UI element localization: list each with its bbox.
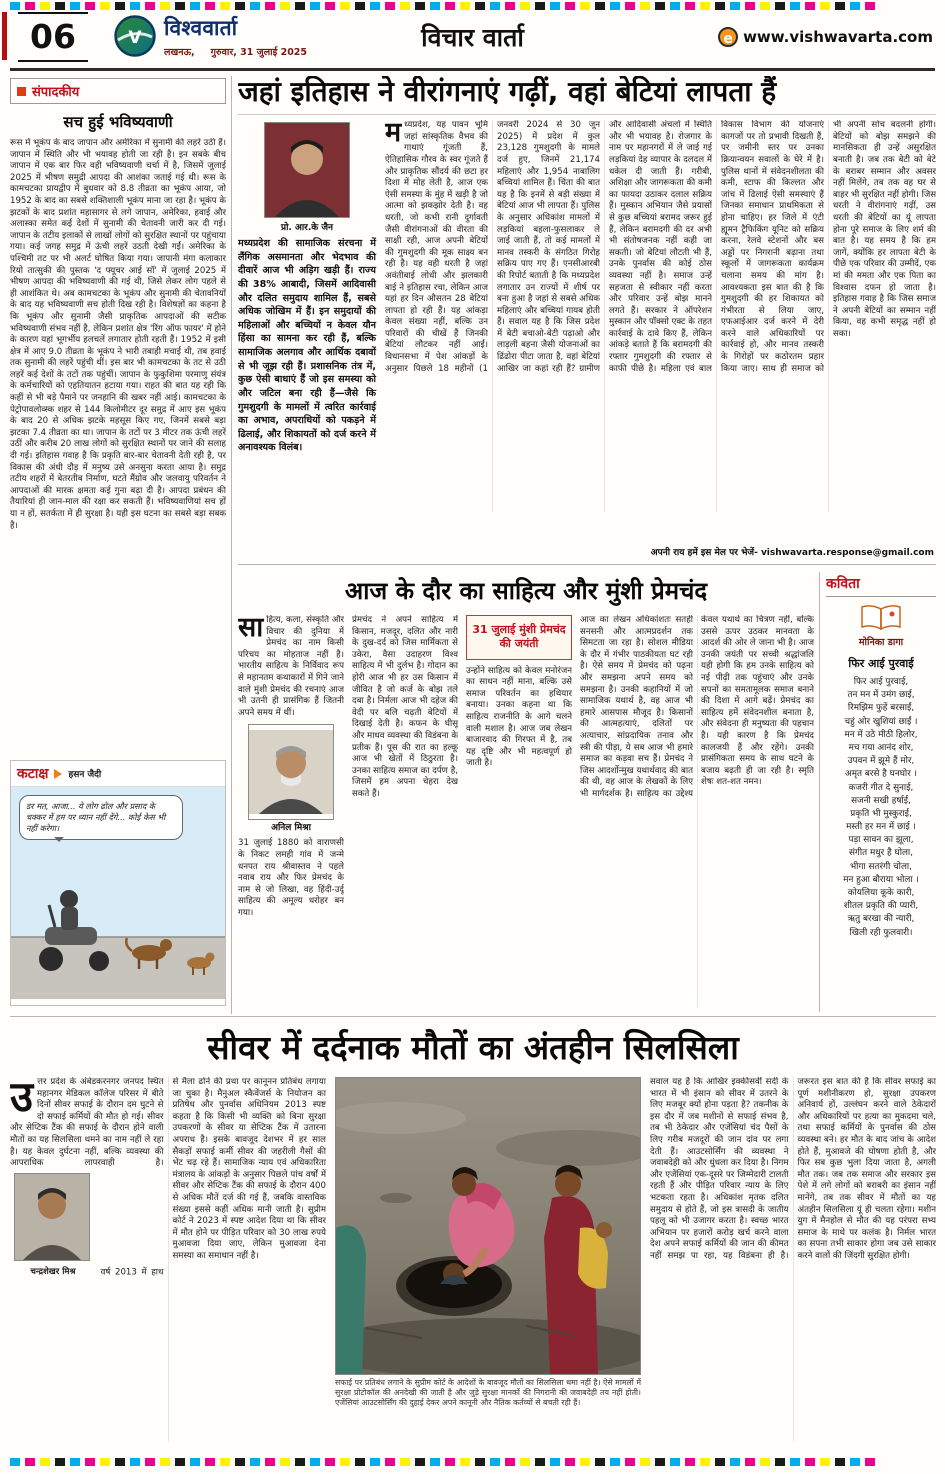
print-registration-bar-top <box>10 2 935 10</box>
poet-name: मोनिका डागा <box>858 637 904 648</box>
literature-col3-text: उन्होंने साहित्य को केवल मनोरंजन का साधन नहीं माना, बल्कि उसे समाज परिवर्तन का हथियार बनाया। उनका कहना था कि साहित्य राजनीति के आगे चलने वाली मशाल है। आज जब लेखन बाजारवाद की गिरफ्त में है, तब यह दृष्टि और भी महत्वपूर्ण हो जाती है। <box>466 665 572 769</box>
ink-patch <box>490 1458 500 1466</box>
ink-patch <box>115 1458 125 1466</box>
ink-patch <box>655 2 665 10</box>
paper-name: विश्ववार्ता <box>164 16 238 40</box>
ink-patch <box>790 2 800 10</box>
literature-headline: आज के दौर का साहित्य और मुंशी प्रेमचंद <box>344 577 708 605</box>
ink-patch <box>670 1458 680 1466</box>
ink-patch <box>400 1458 410 1466</box>
ink-patch <box>505 2 515 10</box>
sewer-headline: सीवर में दर्दनाक मौतों का अंतहीन सिलसिला <box>207 1028 739 1067</box>
literature-article <box>238 572 814 1012</box>
cartoonist-name: हसन जैदी <box>68 770 102 780</box>
ink-patch <box>130 2 140 10</box>
ink-patch <box>685 2 695 10</box>
ink-patch <box>595 2 605 10</box>
ink-patch <box>625 1458 635 1466</box>
poem-line: मच गया आनंद शोर, <box>848 742 914 753</box>
sewer-author-photo <box>14 1173 90 1261</box>
cartoon-speech-bubble: डर मत, आजा... ये लोग ढोल और प्रसाद के चक्कर में हम पर ध्यान नहीं देंगे... कोई केस भी नहीं करेगा। <box>19 795 183 840</box>
ink-patch <box>175 2 185 10</box>
ink-patch <box>865 1458 875 1466</box>
ink-patch <box>430 2 440 10</box>
ink-patch <box>700 2 710 10</box>
ink-patch <box>205 2 215 10</box>
ink-patch <box>460 2 470 10</box>
poem-line: रिमझिम फुहें बरसाईं, <box>847 703 915 714</box>
sewer-author-name: चन्द्रशेखर मिश्र <box>30 1267 76 1278</box>
sewer-dropcap: उ <box>10 1077 34 1121</box>
ink-patch <box>805 1458 815 1466</box>
poem-line: भीगा सतरंगी चोला, <box>850 861 912 872</box>
ink-patch <box>565 1458 575 1466</box>
poem-line: फिर आई पुरवाई, <box>853 677 909 687</box>
ink-patch <box>535 2 545 10</box>
ink-patch <box>25 1458 35 1466</box>
edition-city: लखनऊ, <box>164 47 195 58</box>
editorial-section <box>10 78 226 754</box>
ink-patch <box>820 2 830 10</box>
ink-patch <box>730 2 740 10</box>
ink-patch <box>490 2 500 10</box>
ink-patch <box>355 2 365 10</box>
ink-patch <box>715 2 725 10</box>
ink-patch <box>655 1458 665 1466</box>
ink-patch <box>730 1458 740 1466</box>
ink-patch <box>775 1458 785 1466</box>
editorial-title: सच हुई भविष्यवाणी <box>63 113 173 131</box>
edition-line <box>164 45 307 58</box>
poem-line: सजनी सखी हर्षाई, <box>851 795 911 806</box>
ink-patch <box>580 2 590 10</box>
ink-patch <box>355 1458 365 1466</box>
ink-patch <box>820 1458 830 1466</box>
lead-intro-text: मध्यप्रदेश की सामाजिक संरचना में लैंगिक असमानता और भेदभाव की दीवारें आज भी अड़िग खड़ी हैं। राज्य की 38% आबादी, जिसमें आदिवासी और दलित समुदाय शामिल हैं, सबसे अधिक जोखिम में हैं। इन समुदायों की महिलाओं और बच्चियों न केवल यौन हिंसा का सामना कर रही हैं, बल्कि सामाजिक अलगाव और आर्थिक दबावों से भी जूझ रही हैं। प्रशासनिक तंत्र में, कुछ ऐसी बाधाएं हैं जो इस समस्या को और जटिल बना रही हैं—जैसे कि गुमशुदगी के मामलों में त्वरित कार्रवाई का अभाव, अपराधियों को पकड़ने में ढिलाई, और शिकायतों को दर्ज करने में अनावश्यक विलंब। <box>238 238 376 454</box>
ink-patch <box>565 2 575 10</box>
literature-col1-top: हित्य, कला, संस्कृति और विचार की दुनिया में प्रेमचंद का नाम किसी परिचय का मोहताज नहीं है। भारतीय साहित्य के निर्विवाद रूप से महानतम कथाकारों में गिने जाने वाले मुंशी प्रेमचंद की रचनाएं आज भी उतनी ही प्रासंगिक हैं जितनी अपने समय में थीं। <box>238 615 344 718</box>
cartoon-section-label: कटाक्ष <box>17 766 49 782</box>
ink-patch <box>235 2 245 10</box>
sewer-article <box>10 1022 936 1452</box>
ink-patch <box>85 2 95 10</box>
literature-col2: प्रेमचंद ने अपने साहित्य में किसान, मजदूर, दलित और नारी के दुख-दर्द को जिस मार्मिकता से उकेरा, वैसा उदाहरण विश्व साहित्य में भी दुर्लभ है। गोदान का होरी आज भी हर उस किसान में जीवित है जो कर्ज के बोझ तले दबा है। निर्मला आज भी दहेज की वेदी पर बलि चढ़ती बेटियों में दिखाई देती है। कफन के घीसू और माधव व्यवस्था की विडंबना के प्रतीक हैं। पूस की रात का हल्कू आज भी खेतों में ठिठुरता है। उनका साहित्य समाज का दर्पण है, जिसमें हम अपना चेहरा देख सकते हैं। <box>352 615 458 799</box>
ink-patch <box>310 1458 320 1466</box>
cartoon-header <box>11 761 225 787</box>
ink-patch <box>745 1458 755 1466</box>
literature-author-figure <box>247 724 335 834</box>
literature-body <box>238 615 814 1007</box>
svg-text:V: V <box>128 28 142 48</box>
poem-line: तन मन में उमंग छाई, <box>847 690 915 701</box>
literature-author-photo <box>248 724 334 820</box>
masthead <box>10 12 935 64</box>
ink-patch <box>475 1458 485 1466</box>
sewer-body <box>10 1077 936 1441</box>
ink-patch <box>325 2 335 10</box>
poem-line: मन में उठे मीठी हिलोर, <box>844 729 918 740</box>
literature-col3 <box>466 615 572 1007</box>
section-bullet-icon <box>17 87 26 96</box>
ink-patch <box>790 1458 800 1466</box>
divider-horizontal-bottom <box>10 1016 936 1017</box>
lead-dropcap: म <box>385 120 402 149</box>
ink-patch <box>160 2 170 10</box>
editorial-section-label: संपादकीय <box>32 85 80 100</box>
ink-patch <box>445 1458 455 1466</box>
ink-patch <box>310 2 320 10</box>
sewer-left-text-1: त्तर प्रदेश के अंबेडकरनगर जनपद स्थित महानगर मेडिकल कॉलेज परिसर में बीते दिनों सीवर सफाई के दौरान दम घुटने से दो सफाई कर्मियों की मौत हो गई। सीवर और सेप्टिक टैंक की सफाई के दौरान होने वाली मौतों का यह सिलसिला थमने का नाम नहीं ले रहा है। यह केवल दुर्घटना नहीं, बल्कि व्यवस्था की आपराधिक लापरवाही है। <box>10 1077 164 1169</box>
cartoon-canvas <box>11 787 225 999</box>
poem-section-label: कविता <box>826 574 936 597</box>
ink-patch <box>190 1458 200 1466</box>
lead-author-photo <box>264 122 350 218</box>
lead-author-name: प्रो. आर.के जैन <box>280 223 334 234</box>
lead-body-text: ध्यप्रदेश, यह पावन भूमि जहां सांस्कृतिक वैभव की गाथाएं गूंजती हैं, ऐतिहासिक गौरव के स्वर गूंजते हैं और प्राकृतिक सौंदर्य की छटा हर दिशा में मोह लेती है, आज एक ऐसी समस्या के मुंह में खड़ी है जो आत्मा को झकझोर देती है। वह धरती, जो कभी रानी दुर्गावती जैसी वीरांगनाओं की वीरता की साक्षी रही, आज अपनी बेटियों की गुमशुदगी की मूक साक्ष्य बन रही है। यह वही धरती है जहां अवंतीबाई लोधी और झलकारी बाई ने इतिहास रचा, लेकिन आज यहां हर दिन औसतन 28 बेटियां लापता हो रही हैं। यह आंकड़ा केवल संख्या नहीं, बल्कि उन परिवारों की चीखें हैं जिनकी बेटियां लौटकर नहीं आईं। विधानसभा में पेश आंकड़ों के अनुसार पिछले 18 महीनों (1 जनवरी 2024 से 30 जून 2025) में प्रदेश में कुल 23,128 गुमशुदगी के मामले दर्ज हुए, जिनमें 21,174 महिलाएं और 1,954 नाबालिग बच्चियां शामिल हैं। चिंता की बात यह है कि इनमें से बड़ी संख्या में बेटियां आज भी लापता हैं। पुलिस के अनुसार अधिकांश मामलों में लड़कियां बहला-फुसलाकर ले जाई जाती हैं, तो कई मामलों में मानव तस्करी के संगठित गिरोह सक्रिय पाए गए हैं। एनसीआरबी की रिपोर्ट बताती है कि मध्यप्रदेश लगातार उन राज्यों में शीर्ष पर बना हुआ है जहां से सबसे अधिक महिलाएं और बच्चियां गायब होती हैं। सवाल यह है कि जिस प्रदेश में बेटी बचाओ-बेटी पढ़ाओ और लाड़ली बहना जैसी योजनाओं का ढिंढोरा पीटा जाता है, वहां बेटियां आखिर जा कहां रही हैं? ग्रामीण और आदिवासी अंचलों में स्थिति और भी भयावह है। रोजगार के नाम पर महानगरों में ले जाई गई लड़कियां देह व्यापार के दलदल में धकेल दी जाती हैं। गरीबी, अशिक्षा और जागरूकता की कमी का फायदा उठाकर दलाल सक्रिय हैं। मुस्कान अभियान जैसे प्रयासों से कुछ बच्चियां बरामद जरूर हुई हैं, लेकिन बरामदगी की दर अभी भी संतोषजनक नहीं कही जा सकती। जो बेटियां लौटती भी हैं, उनके पुनर्वास की कोई ठोस व्यवस्था नहीं है। समाज उन्हें सहजता से स्वीकार नहीं करता और परिवार उन्हें बोझ मानने लगते हैं। सरकार ने ऑपरेशन मुस्कान और पॉक्सो एक्ट के तहत कार्रवाई के दावे किए हैं, लेकिन आंकड़े बताते हैं कि बरामदगी की रफ्तार गुमशुदगी की रफ्तार से काफी पीछे है। महिला एवं बाल विकास विभाग की योजनाएं कागजों पर तो प्रभावी दिखती हैं, पर जमीनी स्तर पर उनका क्रियान्वयन सवालों के घेरे में है। पुलिस थानों में संवेदनशीलता की कमी, स्टाफ की किल्लत और जांच में ढिलाई ऐसी समस्याएं हैं जिनका समाधान प्राथमिकता से होना चाहिए। हर जिले में एंटी ह्यूमन ट्रैफिकिंग यूनिट को सक्रिय करना, रेलवे स्टेशनों और बस अड्डों पर निगरानी बढ़ाना तथा स्कूलों में जागरूकता कार्यक्रम चलाना समय की मांग है। आवश्यकता इस बात की है कि गुमशुदगी की हर शिकायत को गंभीरता से लिया जाए, एफआईआर दर्ज करने में देरी करने वाले अधिकारियों पर कार्रवाई हो, और मानव तस्करी के गिरोहों पर कठोरतम प्रहार किया जाए। साथ ही समाज को भी अपनी सोच बदलनी होगी। बेटियों को बोझ समझने की मानसिकता ही उन्हें असुरक्षित बनाती है। जब तक बेटी को बेटे के बराबर सम्मान और अवसर नहीं मिलेंगे, तब तक वह घर से बाहर भी सुरक्षित नहीं होगी। जिस धरती ने वीरांगनाएं गढ़ीं, उस धरती की बेटियों का यूं लापता होना पूरे समाज के लिए शर्म की बात है। यह समय है कि हम जागें, क्योंकि हर लापता बेटी के पीछे एक परिवार की उम्मीदें, एक मां की ममता और एक पिता का विश्वास दफन हो जाता है। इतिहास गवाह है कि जिस समाज ने अपनी बेटियों का सम्मान नहीं किया, वह कभी समृद्ध नहीं हो सका। <box>385 120 936 374</box>
poem-line: कोयलिया कूके कारी, <box>847 888 915 898</box>
edition-date: गुरुवार, 31 जुलाई 2025 <box>210 47 308 58</box>
poem-line: उपवन में झूमे हैं मोर, <box>847 756 915 767</box>
ink-patch <box>205 1458 215 1466</box>
ink-patch <box>670 2 680 10</box>
literature-col4-5: आज का लेखन अधिकांशतः सतही सनसनी और आत्मप्रदर्शन तक सिमटता जा रहा है। सोशल मीडिया के दौर में गंभीर पाठकीयता घट रही है। ऐसे समय में प्रेमचंद को पढ़ना और समझना अपने समय को समझना है। उनकी कहानियों में जो सामाजिक यथार्थ है, वह आज भी हमारे आसपास मौजूद है। किसानों की आत्महत्याएं, दलितों पर अत्याचार, सांप्रदायिक तनाव और स्त्री की पीड़ा, ये सब आज भी हमारे समाज का कड़वा सच हैं। प्रेमचंद ने जिस आदर्शोन्मुख यथार्थवाद की बात की थी, वह आज के लेखकों के लिए भी मार्गदर्शक है। साहित्य का उद्देश्य केवल यथार्थ का चित्रण नहीं, बल्कि उससे ऊपर उठकर मानवता के आदर्श की ओर ले जाना भी है। आज उनकी जयंती पर सच्ची श्रद्धांजलि यही होगी कि हम उनके साहित्य को नई पीढ़ी तक पहुंचाएं और उनके सपनों का समतामूलक समाज बनाने की दिशा में आगे बढ़ें। प्रेमचंद का साहित्य हमें संवेदनशील बनाता है, और संवेदना ही मनुष्यता की पहचान है। यही कारण है कि प्रेमचंद कालजयी हैं और रहेंगे। उनकी प्रासंगिकता समय के साथ घटने के बजाय बढ़ती ही जा रही है। स्मृति शेषः शत-शत नमन। <box>580 615 814 799</box>
sewer-left-text-2: वर्ष 2013 में हाथ से मैला ढोने की प्रथा पर कानूनन प्रतिबंध लगाया जा चुका है। मैनुअल स्कैवेंजर्स के नियोजन का प्रतिषेध और पुनर्वास अधिनियम 2013 स्पष्ट कहता है कि किसी भी व्यक्ति को बिना सुरक्षा उपकरणों के सीवर या सेप्टिक टैंक में उतारना अपराध है। इसके बावजूद देशभर में हर साल सैकड़ों सफाई कर्मी सीवर की जहरीली गैसों की भेंट चढ़ रहे हैं। सामाजिक न्याय एवं अधिकारिता मंत्रालय के आंकड़ों के अनुसार पिछले पांच वर्षों में सीवर और सेप्टिक टैंक की सफाई के दौरान 400 से अधिक मौतें दर्ज की गई हैं, जबकि वास्तविक संख्या इससे कहीं अधिक मानी जाती है। सुप्रीम कोर्ट ने 2023 में स्पष्ट आदेश दिया था कि सीवर में मौत होने पर पीड़ित परिवार को 30 लाख रुपये मुआवजा दिया जाए, लेकिन मुआवजा देना समस्या का समाधान नहीं है। <box>100 1077 326 1278</box>
ink-patch <box>535 1458 545 1466</box>
lead-article <box>238 76 936 560</box>
page-number: 06 <box>18 12 88 62</box>
ink-patch <box>520 2 530 10</box>
ink-patch <box>55 2 65 10</box>
lead-author-figure <box>263 122 351 233</box>
ink-patch <box>400 2 410 10</box>
ink-patch <box>25 2 35 10</box>
ink-patch <box>625 2 635 10</box>
ink-patch <box>595 1458 605 1466</box>
literature-col1-bottom: 31 जुलाई 1880 को वाराणसी के निकट लमही गांव में जन्मे धनपत राय श्रीवास्तव ने पहले नवाब राय और फिर प्रेमचंद के नाम से जो लिखा, वह हिंदी-उर्दू साहित्य की अमूल्य धरोहर बन गया। <box>238 838 344 919</box>
ink-patch <box>505 1458 515 1466</box>
ink-patch <box>280 2 290 10</box>
page-title: विचार वार्ता <box>421 23 524 52</box>
ink-patch <box>100 1458 110 1466</box>
ink-patch <box>70 1458 80 1466</box>
poem-section <box>826 574 936 1012</box>
ink-patch <box>55 1458 65 1466</box>
ink-patch <box>610 2 620 10</box>
ink-patch <box>430 1458 440 1466</box>
ink-patch <box>40 2 50 10</box>
cartoon-section <box>10 760 226 1006</box>
ink-patch <box>190 2 200 10</box>
poem-line: अमृत बरसे है घनघोर । <box>845 769 917 780</box>
poem-line: शीतल प्रकृति की प्यारी, <box>843 901 919 912</box>
ink-patch <box>640 2 650 10</box>
ink-patch <box>415 2 425 10</box>
ink-patch <box>160 1458 170 1466</box>
web-e-icon: e <box>718 27 738 47</box>
divider-vertical-left <box>231 76 232 1014</box>
ink-patch <box>370 1458 380 1466</box>
poem-line: खिली रही फुलवारी। <box>849 927 913 938</box>
ink-patch <box>250 1458 260 1466</box>
arrow-icon <box>54 769 62 779</box>
ink-patch <box>325 1458 335 1466</box>
ink-patch <box>85 1458 95 1466</box>
ink-patch <box>475 2 485 10</box>
ink-patch <box>265 2 275 10</box>
ink-patch <box>220 2 230 10</box>
ink-patch <box>850 2 860 10</box>
ink-patch <box>130 1458 140 1466</box>
literature-dropcap: सा <box>238 615 264 643</box>
masthead-rule <box>10 68 935 71</box>
website-block <box>718 27 933 47</box>
sewer-photo-caption: सफाई पर प्रतिबंध लगाने के सुप्रीम कोर्ट के आदेशों के बावजूद मौतों का सिलसिला थमा नहीं है। ऐसे मामलों में सुरक्षा प्रोटोकॉल की अनदेखी की जाती है और जुड़े सुरक्षा मानकों की निगरानी की जवाबदेही तय नहीं होती। एजेंसियां आउटसोर्सिंग की दुहाई देकर अपने कानूनी और नैतिक कर्तव्यों से बचती रही हैं। <box>335 1378 641 1408</box>
ink-patch <box>520 1458 530 1466</box>
ink-patch <box>220 1458 230 1466</box>
ink-patch <box>340 2 350 10</box>
ink-patch <box>100 2 110 10</box>
ink-patch <box>850 1458 860 1466</box>
poem-title: फिर आई पुरवाई <box>848 657 914 670</box>
poem-line: कजरी गीत दे सुनाई, <box>848 782 914 793</box>
ink-patch <box>295 2 305 10</box>
ink-patch <box>835 1458 845 1466</box>
premchand-jayanti-box: 31 जुलाई मुंशी प्रेमचंद की जयंती <box>466 615 572 660</box>
open-book-icon <box>859 603 903 633</box>
editorial-section-header <box>10 78 226 104</box>
ink-patch <box>145 1458 155 1466</box>
ink-patch <box>865 2 875 10</box>
ink-patch <box>805 2 815 10</box>
ink-patch <box>175 1458 185 1466</box>
ink-patch <box>10 1458 20 1466</box>
ink-patch <box>250 2 260 10</box>
ink-patch <box>370 2 380 10</box>
poem-line: चहुं ओर खुशियां छाईं । <box>844 716 918 727</box>
divider-horizontal-mid <box>238 564 936 565</box>
ink-patch <box>145 2 155 10</box>
editorial-body: रूस में भूकंप के बाद जापान और अमेरिका में सुनामी की लहरें उठी हैं। जापान में स्थिति और भी भयावह होती जा रही है। इन सबके बीच जापान में एक बार फिर वही भविष्यवाणी चर्चा में है, जिसमें जुलाई 2025 में भीषण समुद्री आपदा की आशंका जताई गई थी। रूस के कामचटका प्रायद्वीप में बुधवार को 8.8 तीव्रता का भूकंप आया, जो 1952 के बाद का सबसे शक्तिशाली भूकंप माना जा रहा है। भूकंप के झटकों के बाद प्रशांत महासागर से लगे जापान, अमेरिका, हवाई और अलास्का समेत कई देशों में सुनामी की चेतावनी जारी कर दी गई। जापान के तटीय इलाकों से लाखों लोगों को सुरक्षित स्थानों पर पहुंचाया गया। कई जगह समुद्र में ऊंची लहरें उठती देखी गईं। अमेरिका के पश्चिमी तट पर भी अलर्ट घोषित किया गया। जापानी मंगा कलाकार रियो तात्सुकी की पुस्तक 'द फ्यूचर आई सॉ' में जुलाई 2025 में भीषण आपदा की भविष्यवाणी की गई थी, जिसे लेकर लोग पहले से ही आशंकित थे। अब कामचटका के भूकंप और सुनामी की चेतावनियों के बाद यह भविष्यवाणी सच होती दिख रही है। विशेषज्ञों का कहना है कि भूकंप और सुनामी जैसी प्राकृतिक आपदाओं की सटीक भविष्यवाणी संभव नहीं है, लेकिन प्रशांत क्षेत्र 'रिंग ऑफ फायर' में होने के कारण यहां भूगर्भीय हलचलें लगातार होती रहती हैं। 1952 में इसी क्षेत्र में आए 9.0 तीव्रता के भूकंप ने भारी तबाही मचाई थी, तब हवाई तक सुनामी की लहरें पहुंची थीं। इस बार भी कामचटका के तट से उठी लहरें कई देशों के तटों तक पहुंचीं। जापान के फुकुशिमा परमाणु संयंत्र के कर्मचारियों को एहतियातन हटाया गया। राहत की बात यह रही कि कहीं से भी बड़े पैमाने पर जनहानि की खबर नहीं आई। कामचटका के पेट्रोपावलोव्स्क शहर से 144 किलोमीटर दूर समुद्र में आए इस भूकंप के बाद 20 से अधिक झटके महसूस किए गए, जिनमें सबसे बड़ा झटका 7.4 तीव्रता का था। जापान के तटों पर 3 मीटर तक ऊंची लहरें उठीं और करीब 20 लाख लोगों को सुरक्षित स्थानों पर जाने की सलाह दी गई। इतिहास गवाह है कि प्रकृति बार-बार चेतावनी देती रही है, पर विकास की अंधी दौड़ में मनुष्य उसे अनसुना करता आया है। समुद्र तटीय शहरों में बेतरतीब निर्माण, घटते मैंग्रोव और जलवायु परिवर्तन ने आपदाओं की मारक क्षमता कई गुना बढ़ा दी है। आपदा प्रबंधन की तैयारियां ही जान-माल की रक्षा कर सकती हैं। भविष्यवाणियां सच हों या न हों, सतर्कता में ही सुरक्षा है। यही इस घटना का सबसे बड़ा सबक है। <box>10 138 226 531</box>
sewer-author-figure <box>14 1173 92 1279</box>
ink-patch <box>610 1458 620 1466</box>
ink-patch <box>385 1458 395 1466</box>
brand-text <box>164 14 307 58</box>
website-url[interactable]: www.vishwavarta.com <box>743 28 933 46</box>
ink-patch <box>115 2 125 10</box>
ink-patch <box>295 1458 305 1466</box>
ink-patch <box>760 1458 770 1466</box>
ink-patch <box>280 1458 290 1466</box>
feedback-email[interactable]: अपनी राय हमें इस मेल पर भेजें- vishwavarta.response@gmail.com <box>643 543 936 558</box>
poem-line: ऋतु बरखा की न्यारी, <box>847 914 915 925</box>
sewer-left-columns <box>10 1077 326 1441</box>
lead-body <box>238 120 936 512</box>
ink-patch <box>415 1458 425 1466</box>
ink-patch <box>445 2 455 10</box>
globe-logo-icon <box>114 15 156 57</box>
ink-patch <box>10 2 20 10</box>
sewer-photo <box>335 1077 641 1375</box>
ink-patch <box>580 1458 590 1466</box>
print-registration-bar-bottom <box>10 1458 935 1466</box>
poem-line: संगीत मधुर है घोला, <box>848 848 914 859</box>
ink-patch <box>460 1458 470 1466</box>
ink-patch <box>700 1458 710 1466</box>
sewer-right-columns: सवाल यह है कि आखिर इक्कीसवीं सदी के भारत में भी इंसान को सीवर में उतरने के लिए मजबूर क्यों होना पड़ता है? तकनीक के इस दौर में जब मशीनों से सफाई संभव है, तब भी ठेकेदार और एजेंसियां चंद पैसों के लिए गरीब मजदूरों की जान दांव पर लगा देती हैं। आउटसोर्सिंग की व्यवस्था ने जवाबदेही को और धुंधला कर दिया है। निगम और एजेंसियां एक-दूसरे पर जिम्मेदारी टालती रहती हैं और पीड़ित परिवार न्याय के लिए भटकता रहता है। अधिकांश मृतक दलित समुदाय से होते हैं, जो इस त्रासदी के जातीय पहलू को भी उजागर करता है। स्वच्छ भारत अभियान पर हजारों करोड़ खर्च करने वाला देश अपने सफाई कर्मियों की जान की कीमत नहीं समझ पा रहा, यह विडंबना ही है। जरूरत इस बात की है कि सीवर सफाई का पूर्ण मशीनीकरण हो, सुरक्षा उपकरण अनिवार्य हों, उल्लंघन करने वाले ठेकेदारों और अधिकारियों पर हत्या का मुकदमा चले, तथा सफाई कर्मियों के पुनर्वास की ठोस व्यवस्था बने। हर मौत के बाद जांच के आदेश होते हैं, मुआवजे की घोषणा होती है, और फिर सब कुछ भुला दिया जाता है, अगली मौत तक। जब तक समाज और सरकार इस पेशे में लगे लोगों को बराबरी का इंसान नहीं मानेंगे, तब तक सीवर में मौतों का यह अंतहीन सिलसिला यूं ही चलता रहेगा। मशीन युग में मैनहोल से मौत की यह परंपरा सभ्य समाज के माथे पर कलंक है। निर्मल भारत का सपना तभी साकार होगा जब उसे साकार करने वालों की जिंदगी सुरक्षित होगी। <box>650 1077 936 1261</box>
ink-patch <box>265 1458 275 1466</box>
ink-patch <box>340 1458 350 1466</box>
ink-patch <box>745 2 755 10</box>
ink-patch <box>385 2 395 10</box>
divider-vertical-poem <box>819 572 820 1012</box>
ink-patch <box>235 1458 245 1466</box>
poem-line: मन हुआ बौराया भोला । <box>843 874 919 885</box>
lead-intro-column <box>238 120 376 512</box>
poem-line: पड़ा सावन का झूला, <box>848 835 914 846</box>
ink-patch <box>550 2 560 10</box>
sewer-photo-figure <box>335 1077 641 1441</box>
ink-patch <box>715 1458 725 1466</box>
ink-patch <box>775 2 785 10</box>
ink-patch <box>685 1458 695 1466</box>
lead-headline: जहां इतिहास ने वीरांगनाएं गढ़ीं, वहां बेटियां लापता हैं <box>238 76 936 115</box>
poem-line: मस्ती हर मन में छाई । <box>846 822 916 833</box>
ink-patch <box>640 1458 650 1466</box>
ink-patch <box>760 2 770 10</box>
ink-patch <box>835 2 845 10</box>
ink-patch <box>40 1458 50 1466</box>
masthead-red-accent <box>2 12 7 60</box>
poem-lines <box>826 676 936 940</box>
literature-author-name: अनिल मिश्रा <box>271 823 311 834</box>
poem-line: प्रकृति भी मुस्कुराई, <box>850 808 912 819</box>
ink-patch <box>70 2 80 10</box>
lead-body-columns <box>385 120 936 512</box>
ink-patch <box>550 1458 560 1466</box>
literature-col1 <box>238 615 344 1007</box>
brand <box>114 14 307 58</box>
